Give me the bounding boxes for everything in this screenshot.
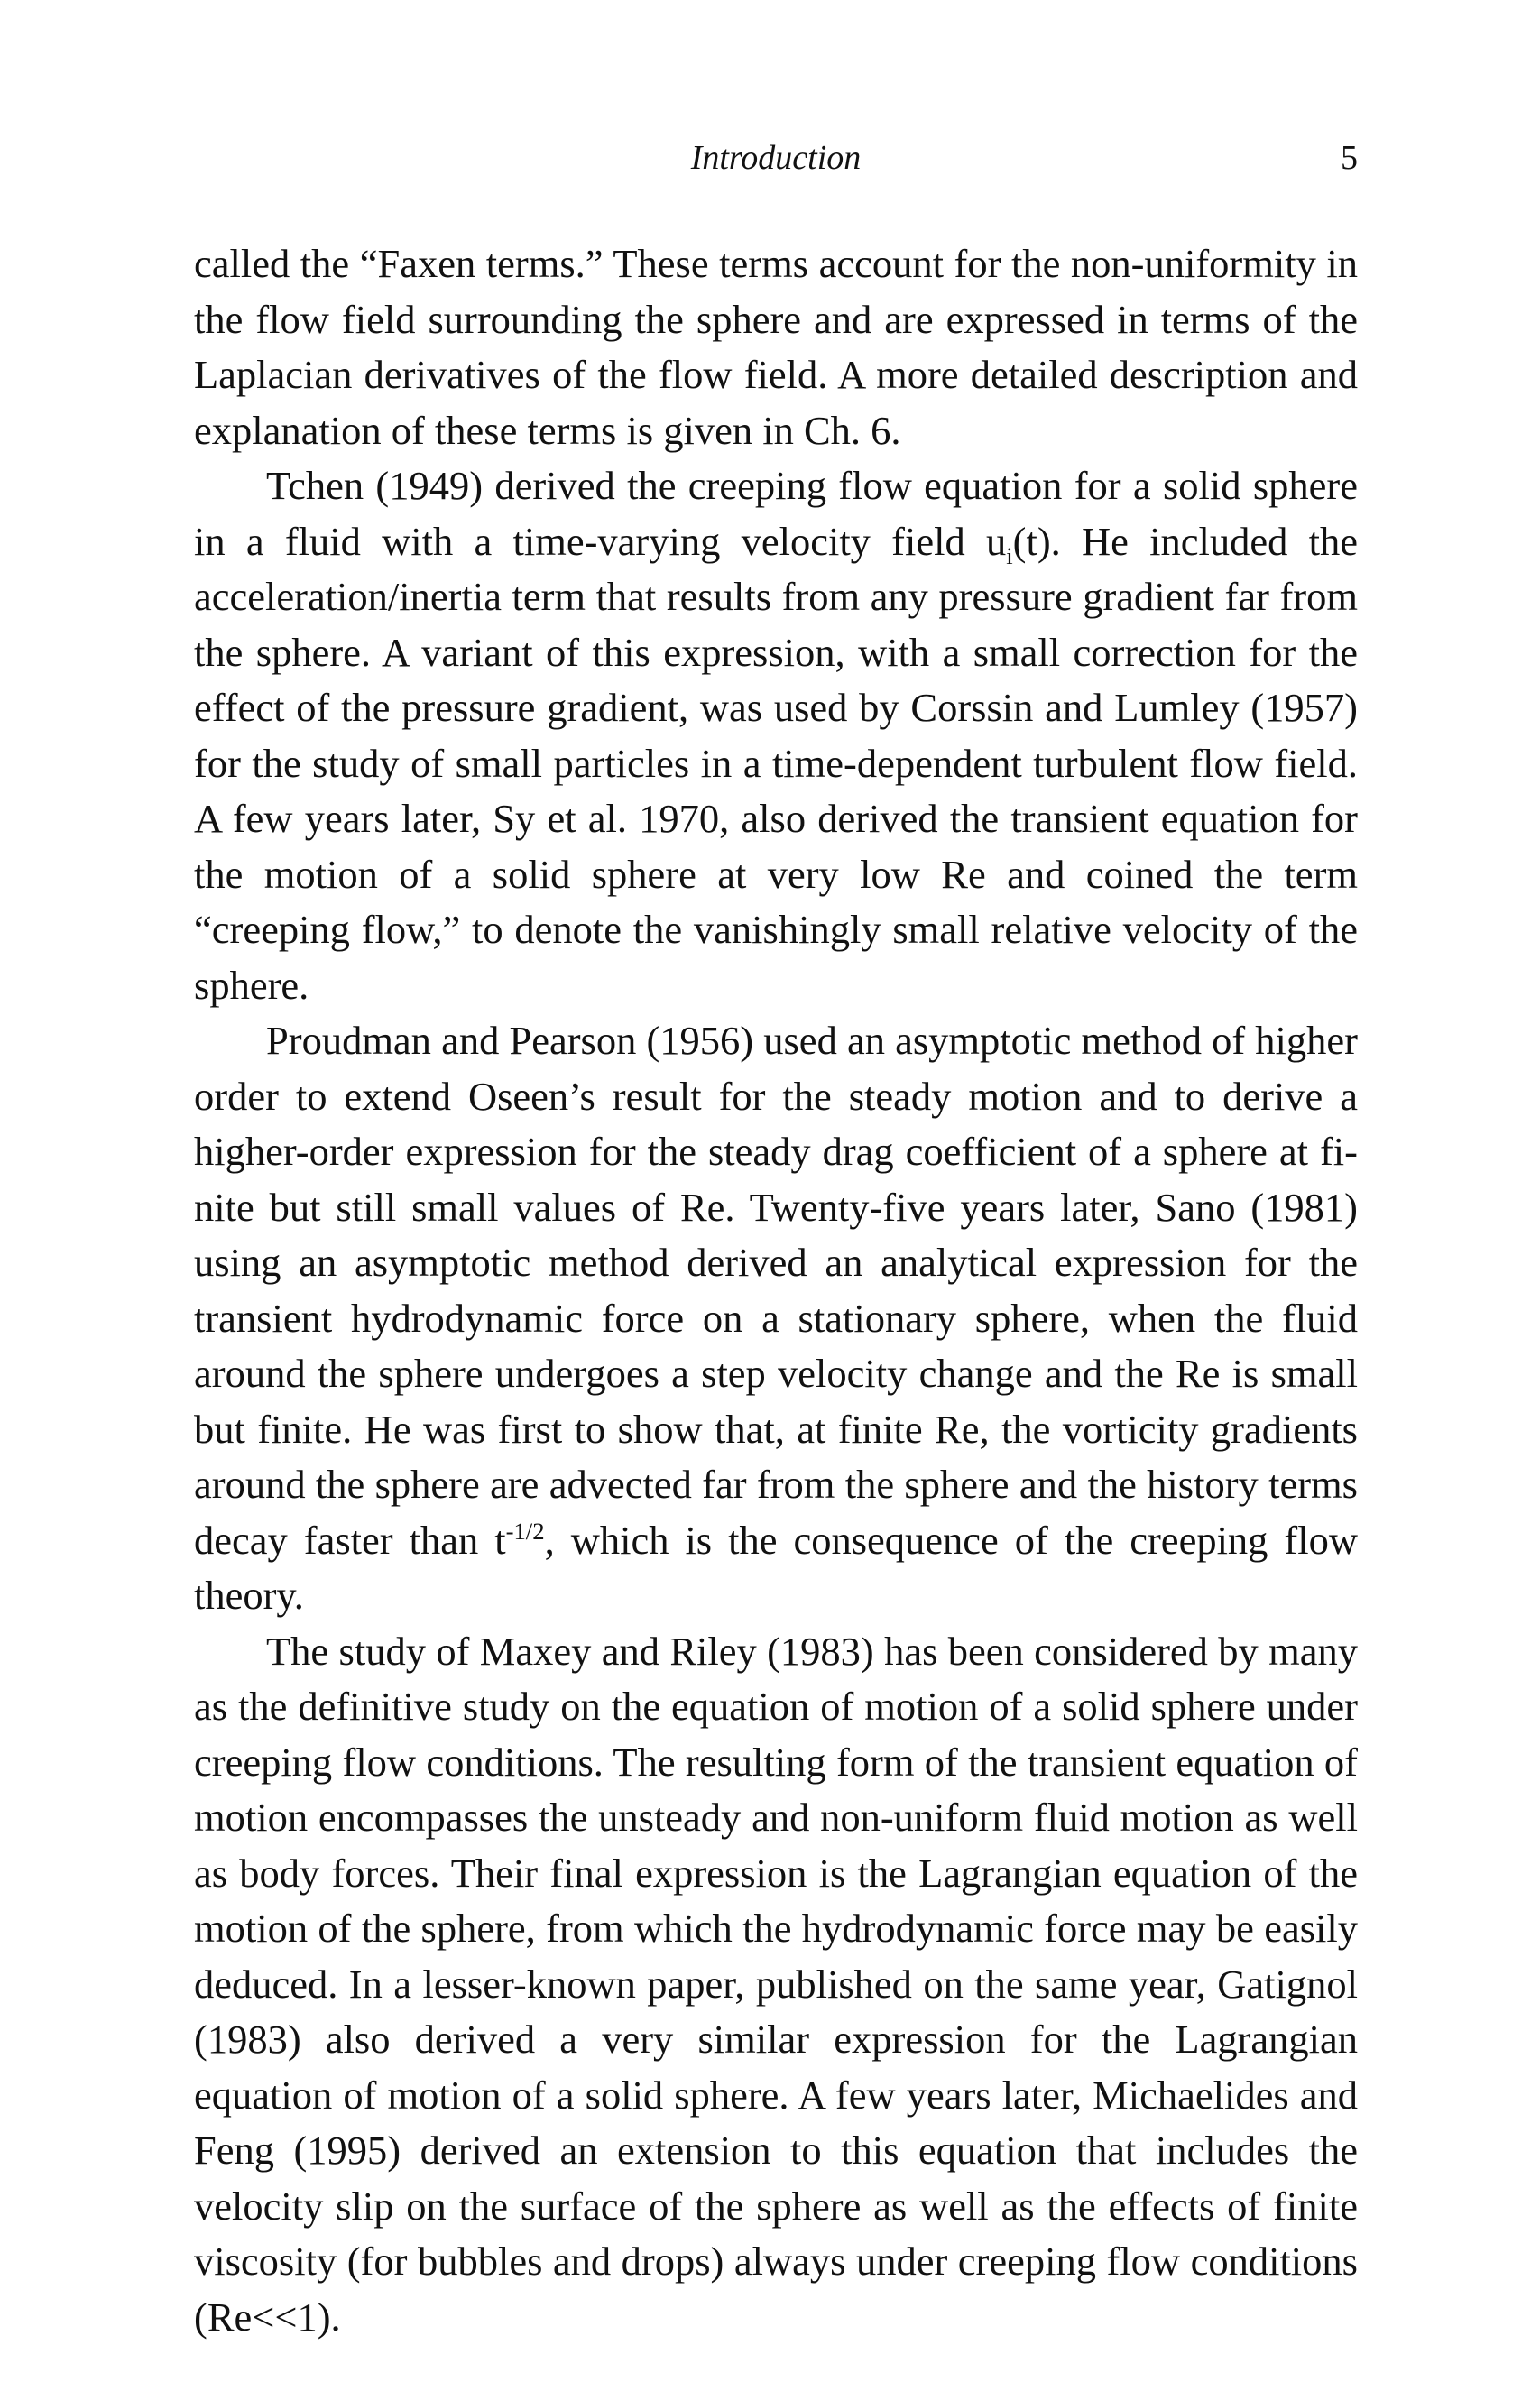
running-title: Introduction <box>690 139 862 177</box>
paragraph-2-text-a: Tchen (1949) derived the creeping flow equation for a solid sphere in a fluid with a time-varying velocity field u <box>194 463 1358 564</box>
paragraph-2-text-b: (t). He included the acceleration/inertia term that results from any pressure gradient far from the sphere. A variant of this expression, with a small correction for the effect of the pressure gradient, was used by Corssin and Lumley (1957) for the study of small particles in a time-dependent turbulent flow field. A few years later, Sy et al. 1970, also derived the transient equation for the motion of a solid sphere at very low Re and coined the term “creeping flow,” to denote the vanishingly small relative velocity of the sphere. <box>194 518 1359 1008</box>
paragraph-1 <box>194 236 1358 458</box>
running-head <box>194 135 1358 180</box>
decay-exponent: -1/2 <box>505 1517 545 1545</box>
velocity-subscript: i <box>1006 541 1013 569</box>
paragraph-3-text-b: , which is the consequence of the creeping flow theory. <box>194 1517 1358 1618</box>
paragraph-3-text-a: Proudman and Pearson (1956) used an asymptotic method of higher order to extend Oseen’s result for the steady motion and to derive a higher-order expression for the steady drag coefficient of a sphere at finite but still small values of Re. Twenty-five years later, Sano (1981) using an asymptotic method derived an analytical expression for the transient hydrodynamic force on a stationary sphere, when the fluid around the sphere undergoes a step velocity change and the Re is small but finite. He was first to show that, at finite Re, the vorticity gradients around the sphere are advected far from the sphere and the history terms decay faster than t <box>194 1018 1358 1563</box>
page-number: 5 <box>1341 139 1358 177</box>
paragraph-4 <box>194 1624 1358 2346</box>
paragraph-1-text: called the “Faxen terms.” These terms account for the non-uniformity in the flow field surrounding the sphere and are expressed in terms of the Laplacian derivatives of the flow field. A more detailed description and explanation of these terms is given in Ch. 6. <box>194 241 1358 453</box>
body-text <box>194 236 1358 2345</box>
paragraph-3 <box>194 1013 1358 1624</box>
paragraph-2 <box>194 458 1358 1013</box>
paragraph-4-text: The study of Maxey and Riley (1983) has been considered by many as the definitive study on the equation of motion of a solid sphere under creeping flow conditions. The resulting form of the transient equation of motion encompasses the unsteady and non-uniform fluid motion as well as body forces. Their final expression is the Lagrangian equation of the motion of the sphere, from which the hydrodynamic force may be easily deduced. In a lesser-known paper, published on the same year, Gatignol (1983) also derived a very similar expression for the Lagrangian equation of motion of a solid sphere. A few years later, Michaelides and Feng (1995) derived an extension to this equation that includes the velocity slip on the surface of the sphere as well as the effects of finite viscosity (for bubbles and drops) always under creeping flow conditions (Re<<1). <box>194 1628 1358 2340</box>
